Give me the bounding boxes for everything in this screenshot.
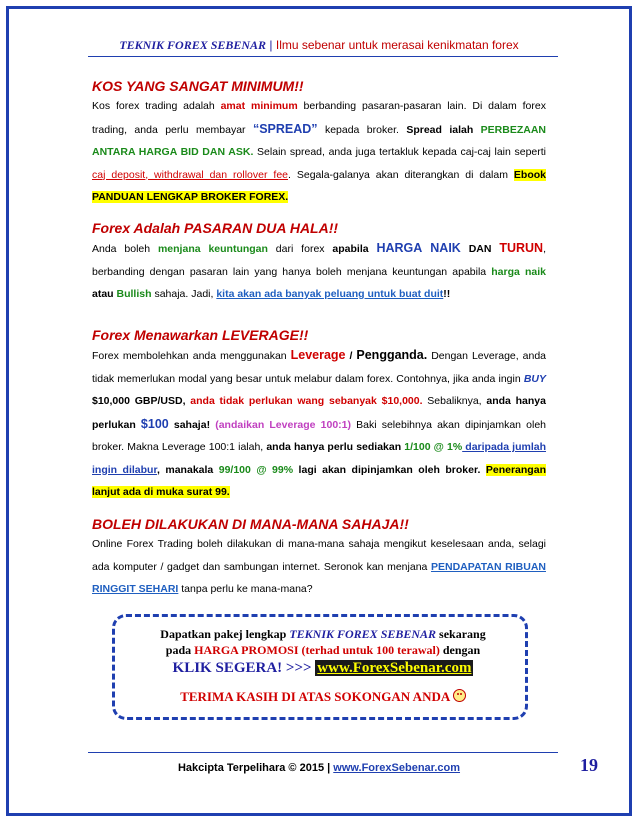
promo-line-4: TERIMA KASIH DI ATAS SOKONGAN ANDA [115,689,531,705]
section-title-kos: KOS YANG SANGAT MINIMUM!! [92,78,304,94]
section-body-dua-hala: Anda boleh menjana keuntungan dari forex apabila HARGA NAIK DAN TURUN, berbanding dengan pasaran lain yang hanya boleh menjana keuntungan apabila harga naik atau Bullish sahaja. Jadi, kita akan ada banyak peluang untuk buat duit!! [92,241,546,300]
promo-box [112,614,528,720]
section-body-mana-mana: Online Forex Trading boleh dilakukan di mana-mana sahaja mengikut keselesaan anda, selagi ada komputer / gadget dan sambungan internet. Seronok kan menjana PENDAPATAN RIBUAN RINGGIT SEHARI tanpa perlu ke mana-mana? [92,538,546,595]
section-body-leverage: Forex membolehkan anda menggunakan Leverage / Pengganda. Dengan Leverage, anda tidak memerlukan modal yang besar untuk melabur dalam forex. Contohnya, jika anda ingin BUY $10,000 GBP/USD, anda tidak perlukan wang sebanyak $10,000. Sebaliknya, anda hanya perlukan $100 sahaja! (andaikan Leverage 100:1) Baki selebihnya akan dipinjamkan oleh broker. Makna Leverage 100:1 ialah, anda hanya perlu sediakan 1/100 @ 1% daripada jumlah ingin dilabur, manakala 99/100 @ 99% lagi akan dipinjamkan oleh broker. Penerangan lanjut ada di muka surat 99. [92,348,547,498]
footer-link[interactable]: www.ForexSebenar.com [333,762,461,774]
header-rule [88,56,558,57]
ebook-highlight: Ebook PANDUAN LENGKAP BROKER FOREX. [92,168,547,203]
promo-line-2: pada HARGA PROMOSI (terhad untuk 100 terawal) dengan [165,643,481,657]
promo-line-3: KLIK SEGERA! >>> www.ForexSebenar.com [172,660,472,676]
promo-url-link[interactable]: www.ForexSebenar.com [317,660,472,676]
muka-surat-highlight: Penerangan lanjut ada di muka surat 99. [92,463,546,498]
fee-link[interactable]: caj deposit, withdrawal dan rollover fee [92,168,289,181]
header-tagline: Ilmu sebenar untuk merasai kenikmatan forex [275,38,519,52]
page-footer: Hakcipta Terpelihara © 2015 | www.ForexSebenar.com [177,762,461,774]
promo-line-1: Dapatkan pakej lengkap TEKNIK FOREX SEBENAR sekarang [160,627,486,641]
header-brand: TEKNIK FOREX SEBENAR [119,38,267,52]
footer-rule [88,752,558,753]
section-title-leverage: Forex Menawarkan LEVERAGE!! [92,327,309,343]
page-number: 19 [580,755,598,775]
section-title-dua-hala: Forex Adalah PASARAN DUA HALA!! [92,220,339,236]
section-body-kos: Kos forex trading adalah amat minimum berbanding pasaran-pasaran lain. Di dalam forex trading, anda perlu membayar “SPREAD” kepada broker. Spread ialah PERBEZAAN ANTARA HARGA BID DAN ASK. Selain spread, anda juga tertakluk kepada caj-caj lain seperti caj deposit, withdrawal dan rollover fee. Segala-galanya akan diterangkan di dalam Ebook PANDUAN LENGKAP BROKER FOREX. [92,100,547,203]
section-title-mana-mana: BOLEH DILAKUKAN DI MANA-MANA SAHAJA!! [92,516,409,532]
pendapatan-link[interactable]: PENDAPATAN RIBUAN RINGGIT SEHARI [92,560,546,595]
page-header: TEKNIK FOREX SEBENAR | Ilmu sebenar untuk merasai kenikmatan forex [119,38,519,52]
peluang-link[interactable]: kita akan ada banyak peluang untuk buat duit [216,288,444,300]
smiley-icon [453,689,466,702]
